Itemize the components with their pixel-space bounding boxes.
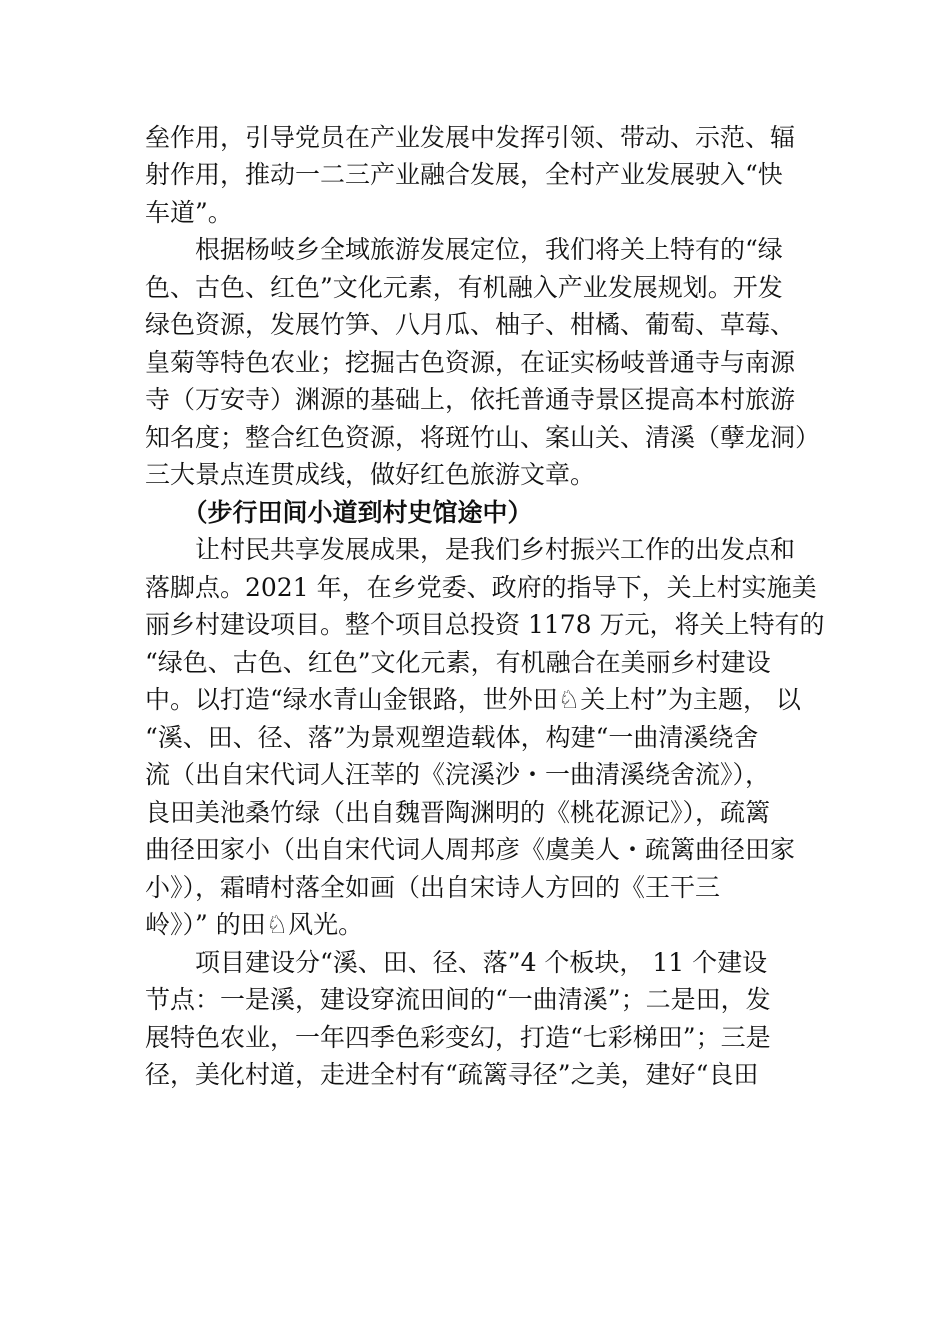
text-line: “绿色、古色、红色”文化元素，有机融合在美丽乡村建设 [145, 648, 771, 677]
text-line: 径，美化村道，走进全村有“疏篱寻径”之美，建好“良田 [145, 1060, 759, 1089]
text-line: 皇菊等特色农业；挖掘古色资源，在证实杨岐普通寺与南源 [145, 348, 796, 377]
text-line: 丽乡村建设项目。整个项目总投资 1178 万元，将关上特有的 [145, 610, 825, 639]
text-line: 让村民共享发展成果，是我们乡村振兴工作的出发点和 [145, 535, 796, 564]
text-line: 三大景点连贯成线，做好红色旅游文章。 [145, 460, 596, 489]
text-line: 岭》）” 的田♘风光。 [145, 910, 364, 939]
text-line: 色、古色、红色”文化元素，有机融入产业发展规划。开发 [145, 273, 783, 302]
text-line: 落脚点。2021 年，在乡党委、政府的指导下，关上村实施美 [145, 573, 817, 602]
text-line: 根据杨岐乡全域旅游发展定位，我们将关上特有的“绿 [145, 235, 783, 264]
section-heading: （步行田间小道到村史馆途中） [145, 498, 533, 527]
text-line: 射作用，推动一二三产业融合发展，全村产业发展驶入“快 [145, 160, 783, 189]
text-line: 节点：一是溪，建设穿流田间的“一曲清溪”；二是田，发 [145, 985, 771, 1014]
text-line: 寺（万安寺）渊源的基础上，依托普通寺景区提高本村旅游 [145, 385, 796, 414]
text-line: 绿色资源，发展竹笋、八月瓜、柚子、柑橘、葡萄、草莓、 [145, 310, 796, 339]
text-line: 项目建设分“溪、田、径、落”4 个板块， 11 个建设 [145, 948, 768, 977]
text-line: 知名度；整合红色资源，将斑竹山、案山关、清溪（孽龙洞） [145, 423, 821, 452]
text-line: 垒作用，引导党员在产业发展中发挥引领、带动、示范、辐 [145, 123, 796, 152]
text-line: 流（出自宋代词人汪莘的《浣溪沙・一曲清溪绕舍流》）， [145, 760, 771, 789]
text-line: 小》），霜晴村落全如画（出自宋诗人方回的《王干三 [145, 873, 721, 902]
text-line: 中。以打造“绿水青山金银路，世外田♘关上村”为主题， 以 [145, 685, 801, 714]
text-line: 良田美池桑竹绿（出自魏晋陶渊明的《桃花源记》），疏篱 [145, 798, 771, 827]
text-line: “溪、田、径、落”为景观塑造载体，构建“一曲清溪绕舍 [145, 723, 759, 752]
text-line: 曲径田家小（出自宋代词人周邦彦《虞美人・疏篱曲径田家 [145, 835, 796, 864]
text-line: 车道”。 [145, 198, 233, 227]
text-line: 展特色农业，一年四季色彩变幻，打造“七彩梯田”；三是 [145, 1023, 771, 1052]
